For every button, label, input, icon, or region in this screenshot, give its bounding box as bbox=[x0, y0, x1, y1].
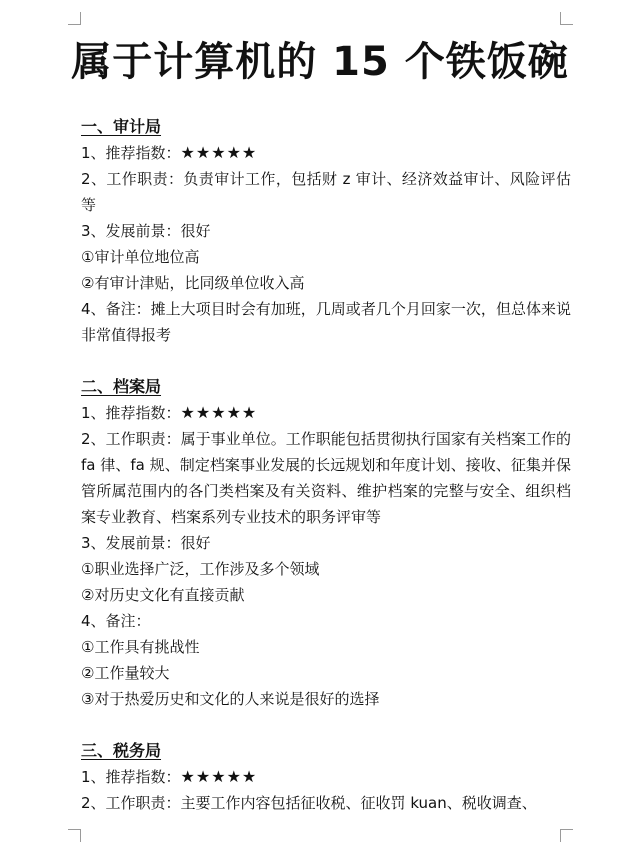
duty-text: 2、工作职责：属于事业单位。工作职能包括贯彻执行国家有关档案工作的 fa 律、fa 规、制定档案事业发展的长远规划和年度计划、接收、征集并保管所属范围内的各门类档案及有关资料、维护档案的完整与安全、组织档案专业教育、档案系列专业技术的职务评审等 bbox=[81, 430, 571, 526]
note-label: 4、备注： bbox=[81, 612, 151, 630]
section-tax-bureau bbox=[81, 738, 571, 816]
rating-label: 1、推荐指数： bbox=[81, 144, 181, 162]
point-item: ②对历史文化有直接贡献 bbox=[81, 586, 245, 604]
document-title: 属于计算机的 15 个铁饭碗 bbox=[71, 39, 569, 85]
rating-line bbox=[81, 140, 571, 166]
duty-text: 2、工作职责：负责审计工作，包括财 z 审计、经济效益审计、风险评估等 bbox=[81, 170, 571, 214]
section-archives-bureau bbox=[81, 374, 571, 712]
section-audit-bureau bbox=[81, 114, 571, 348]
prospect-text: 3、发展前景：很好 bbox=[81, 534, 211, 552]
duty-text: 2、工作职责：主要工作内容包括征收税、征收罚 kuan、税收调查、 bbox=[81, 794, 537, 812]
document-body bbox=[81, 114, 571, 816]
section-heading: 三、税务局 bbox=[81, 741, 162, 760]
crop-mark-top-right bbox=[560, 12, 573, 25]
section-heading: 一、审计局 bbox=[81, 117, 162, 136]
rating-line bbox=[81, 400, 571, 426]
rating-label: 1、推荐指数： bbox=[81, 404, 181, 422]
crop-mark-top-left bbox=[68, 12, 81, 25]
note-point-item: ①工作具有挑战性 bbox=[81, 638, 200, 656]
note-point-item: ③对于热爱历史和文化的人来说是很好的选择 bbox=[81, 690, 380, 708]
prospect-text: 3、发展前景：很好 bbox=[81, 222, 211, 240]
rating-stars: ★★★★★ bbox=[180, 767, 258, 786]
note-text: 4、备注：摊上大项目时会有加班，几周或者几个月回家一次，但总体来说非常值得报考 bbox=[81, 300, 571, 344]
rating-label: 1、推荐指数： bbox=[81, 768, 181, 786]
rating-stars: ★★★★★ bbox=[180, 143, 258, 162]
point-item: ①职业选择广泛，工作涉及多个领域 bbox=[81, 560, 320, 578]
crop-mark-bottom-right bbox=[560, 829, 573, 842]
point-item: ①审计单位地位高 bbox=[81, 248, 200, 266]
rating-line bbox=[81, 764, 571, 790]
section-heading: 二、档案局 bbox=[81, 377, 162, 396]
rating-stars: ★★★★★ bbox=[180, 403, 258, 422]
point-item: ②有审计津贴，比同级单位收入高 bbox=[81, 274, 305, 292]
crop-mark-bottom-left bbox=[68, 829, 81, 842]
note-point-item: ②工作量较大 bbox=[81, 664, 170, 682]
